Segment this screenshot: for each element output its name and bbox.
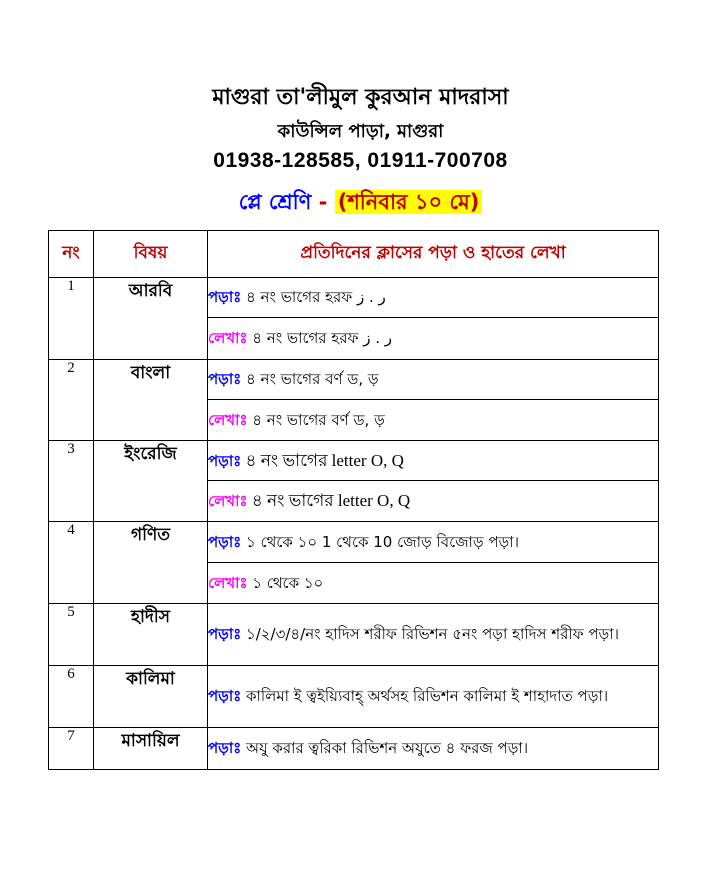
table-row xyxy=(49,441,659,481)
row-number: 3 xyxy=(49,441,94,522)
reading-text: ৪ নং ভাগের letter O, Q xyxy=(241,450,404,470)
row-number: 4 xyxy=(49,522,94,604)
subject-name: মাসায়িল xyxy=(94,728,208,770)
school-name: মাগুরা তা'লীমুল কুরআন মাদরাসা xyxy=(212,85,509,110)
subject-name: কালিমা xyxy=(94,666,208,728)
writing-label: লেখাঃ xyxy=(208,329,248,347)
class-name: প্লে শ্রেণি xyxy=(238,190,312,214)
writing-text: ৪ নং ভাগের বর্ণ ড, ড় xyxy=(247,410,385,429)
routine-table xyxy=(48,230,659,770)
reading-label: পড়াঃ xyxy=(208,370,242,388)
reading-text: কালিমা ই ত্বইয়্যিবাহ্ অর্থসহ রিভিশন কালিমা ই শাহাদাত পড়া। xyxy=(241,687,609,705)
writing-label: লেখাঃ xyxy=(208,410,248,429)
reading-task xyxy=(208,666,659,728)
subject-name: ইংরেজি xyxy=(94,441,208,522)
day-badge: (শনিবার ১০ মে) xyxy=(335,190,483,214)
writing-label: লেখাঃ xyxy=(208,492,248,510)
reading-label: পড়াঃ xyxy=(208,532,242,551)
row-number: 5 xyxy=(49,604,94,666)
reading-text: ৪ নং ভাগের হরফ ر . ز xyxy=(241,288,386,306)
table-header-row xyxy=(49,231,659,278)
writing-text: ১ থেকে ১০ xyxy=(247,573,324,592)
table-row xyxy=(49,278,659,318)
table-row xyxy=(49,728,659,770)
reading-label: পড়াঃ xyxy=(208,288,242,306)
reading-label: পড়াঃ xyxy=(208,451,242,470)
reading-task xyxy=(208,441,659,481)
table-row xyxy=(49,666,659,728)
reading-label: পড়াঃ xyxy=(208,625,242,643)
writing-task xyxy=(208,481,659,522)
subject-name: বাংলা xyxy=(94,360,208,441)
header-task: প্রতিদিনের ক্লাসের পড়া ও হাতের লেখা xyxy=(208,231,659,278)
table-row xyxy=(49,360,659,400)
writing-text: ৪ নং ভাগের হরফ ر . ز xyxy=(247,329,392,347)
header-no: নং xyxy=(49,231,94,278)
writing-label: লেখাঃ xyxy=(208,573,248,592)
reading-label: পড়াঃ xyxy=(208,687,242,705)
reading-text: ৪ নং ভাগের বর্ণ ড, ড় xyxy=(241,370,379,388)
reading-task xyxy=(208,728,659,770)
writing-task xyxy=(208,318,659,360)
header-subject: বিষয় xyxy=(94,231,208,278)
reading-task xyxy=(208,522,659,563)
row-number: 1 xyxy=(49,278,94,360)
class-separator: - xyxy=(311,190,335,214)
reading-task xyxy=(208,604,659,666)
table-row xyxy=(49,522,659,563)
reading-text: ১/২/৩/৪/নং হাদিস শরীফ রিভিশন ৫নং পড়া হাদিস শরীফ পড়া। xyxy=(241,625,619,643)
reading-text: ১ থেকে ১০ 1 থেকে 10 জোড় বিজোড় পড়া। xyxy=(241,532,519,551)
table-row xyxy=(49,604,659,666)
row-number: 2 xyxy=(49,360,94,441)
subject-name: হাদীস xyxy=(94,604,208,666)
phone-numbers: 01938-128585, 01911-700708 xyxy=(213,149,508,172)
subject-name: আরবি xyxy=(94,278,208,360)
row-number: 6 xyxy=(49,666,94,728)
writing-text: ৪ নং ভাগের letter O, Q xyxy=(247,491,411,510)
row-number: 7 xyxy=(49,728,94,770)
writing-task xyxy=(208,563,659,604)
reading-task xyxy=(208,360,659,400)
writing-task xyxy=(208,400,659,441)
subject-name: গণিত xyxy=(94,522,208,604)
reading-label: পড়াঃ xyxy=(208,739,242,757)
reading-task xyxy=(208,278,659,318)
school-address: কাউন্সিল পাড়া, মাগুরা xyxy=(277,121,444,142)
class-heading xyxy=(0,186,721,221)
reading-text: অযু করার ত্বরিকা রিভিশন অযুতে ৪ ফরজ পড়া। xyxy=(241,739,529,757)
